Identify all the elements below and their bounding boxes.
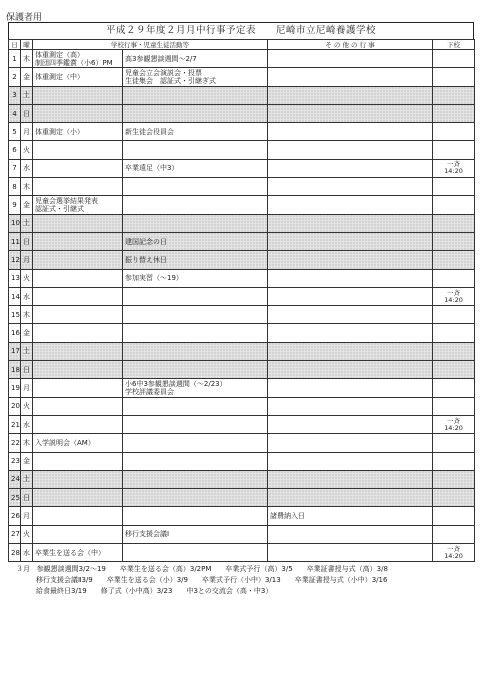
dismissal-cell: 一斉 14:20 [433,159,475,177]
school-event-cell-2: 振り替え休日 [123,251,268,269]
dismissal-cell [433,361,475,379]
school-event-cell-2 [123,544,268,562]
table-row [9,470,475,488]
weekday-cell: 土 [21,470,33,488]
table-row [9,397,475,415]
footer-line-3: 給食最終日3/19 修了式（小中高）3/23 中3との交流会（高・中3） [36,587,273,596]
day-cell: 4 [9,104,21,122]
other-event-cell [268,86,433,104]
school-event-cell-2 [123,324,268,342]
weekday-cell: 木 [21,434,33,452]
day-cell: 22 [9,434,21,452]
weekday-cell: 日 [21,361,33,379]
school-event-cell [33,342,123,360]
school-event-cell [33,415,123,433]
dismissal-cell [433,452,475,470]
school-event-cell [33,397,123,415]
other-event-cell [268,342,433,360]
table-row [9,544,475,562]
school-event-cell [33,269,123,287]
day-cell: 7 [9,159,21,177]
table-row [9,50,475,68]
dismissal-cell [433,104,475,122]
other-event-cell [268,196,433,214]
school-event-cell-2 [123,196,268,214]
table-row [9,342,475,360]
other-event-cell [268,123,433,141]
school-event-cell [33,379,123,397]
day-cell: 11 [9,232,21,250]
weekday-cell: 月 [21,123,33,141]
day-cell: 18 [9,361,21,379]
school-event-cell [33,214,123,232]
header-dismissal: 下校 [433,40,475,50]
dismissal-cell [433,178,475,196]
weekday-cell: 土 [21,214,33,232]
other-event-cell [268,214,433,232]
other-event-cell [268,141,433,159]
other-event-cell [268,544,433,562]
dismissal-cell [433,214,475,232]
other-event-cell [268,287,433,305]
other-event-cell [268,452,433,470]
school-event-cell-2 [123,214,268,232]
dismissal-cell [433,470,475,488]
other-event-cell [268,397,433,415]
dismissal-cell: 一斉 14:20 [433,415,475,433]
other-event-cell [268,159,433,177]
weekday-cell: 水 [21,415,33,433]
school-event-cell-2 [123,287,268,305]
school-event-cell-2: 建国記念の日 [123,232,268,250]
day-cell: 25 [9,489,21,507]
table-row [9,306,475,324]
day-cell: 10 [9,214,21,232]
weekday-cell: 金 [21,324,33,342]
school-event-cell-2 [123,104,268,122]
school-event-cell-2 [123,489,268,507]
dismissal-cell: 一斉 14:20 [433,287,475,305]
header-school-events: 学校行事・児童生徒活動等 [33,40,268,50]
day-cell: 12 [9,251,21,269]
school-event-cell [33,141,123,159]
dismissal-cell [433,232,475,250]
school-event-cell-2 [123,397,268,415]
school-event-cell: 体重測定（中） [33,68,123,86]
day-cell: 28 [9,544,21,562]
school-event-cell-2 [123,306,268,324]
dismissal-cell: 一斉 14:20 [433,544,475,562]
day-cell: 27 [9,525,21,543]
weekday-cell: 火 [21,141,33,159]
footer-month: ３月 [16,565,30,574]
weekday-cell: 火 [21,269,33,287]
school-event-cell-2: 卒業遠足（中3） [123,159,268,177]
weekday-cell: 土 [21,86,33,104]
schedule-sheet [8,22,474,597]
table-row [9,214,475,232]
school-event-cell-2: 移行支援会議Ⅰ [123,525,268,543]
table-row [9,361,475,379]
weekday-cell: 金 [21,452,33,470]
weekday-cell: 月 [21,251,33,269]
dismissal-cell [433,489,475,507]
table-row [9,196,475,214]
dismissal-cell [433,269,475,287]
day-cell: 21 [9,415,21,433]
table-row [9,489,475,507]
weekday-cell: 火 [21,397,33,415]
day-cell: 3 [9,86,21,104]
table-row [9,68,475,86]
day-cell: 19 [9,379,21,397]
day-cell: 5 [9,123,21,141]
top-label: 保護者用 [6,13,43,23]
table-row [9,251,475,269]
day-cell: 26 [9,507,21,525]
header-dow: 曜 [21,40,33,50]
other-event-cell: 諸費納入日 [268,507,433,525]
day-cell: 15 [9,306,21,324]
dismissal-cell [433,434,475,452]
other-event-cell [268,104,433,122]
other-event-cell [268,379,433,397]
other-event-cell [268,269,433,287]
weekday-cell: 月 [21,379,33,397]
table-row [9,178,475,196]
weekday-cell: 月 [21,507,33,525]
other-event-cell [268,50,433,68]
table-row [9,507,475,525]
schedule-rows [9,50,475,562]
other-event-cell [268,434,433,452]
table-row [9,415,475,433]
table-row [9,434,475,452]
other-event-cell [268,525,433,543]
school-event-cell: 卒業生を送る会（中） [33,544,123,562]
school-event-cell-2 [123,507,268,525]
day-cell: 24 [9,470,21,488]
table-row [9,287,475,305]
dismissal-cell [433,141,475,159]
weekday-cell: 日 [21,232,33,250]
school-event-cell [33,306,123,324]
school-event-cell-2 [123,415,268,433]
table-row [9,232,475,250]
weekday-cell: 水 [21,544,33,562]
dismissal-cell [433,507,475,525]
dismissal-cell [433,324,475,342]
dismissal-cell [433,196,475,214]
school-event-cell [33,178,123,196]
weekday-cell: 木 [21,306,33,324]
school-event-cell-2: 新生徒会役員会 [123,123,268,141]
day-cell: 1 [9,50,21,68]
school-event-cell-2: 児童会立会演説会・投票 生徒集会 認証式・引継ぎ式 [123,68,268,86]
other-event-cell [268,470,433,488]
school-event-cell-2: 小6中3参観懇談週間（～2/23） 学校評議委員会 [123,379,268,397]
other-event-cell [268,324,433,342]
footer-line-2: 移行支援会議Ⅱ3/9 卒業生を送る会（小）3/9 卒業式予行（小中）3/13 卒業証書授与式（小中）3/16 [36,576,388,585]
header-other-events: そ の 他 の 行 事 [268,40,433,50]
other-event-cell [268,306,433,324]
school-event-cell [33,86,123,104]
school-event-cell-2 [123,86,268,104]
school-event-cell [33,489,123,507]
dismissal-cell [433,251,475,269]
day-cell: 13 [9,269,21,287]
table-row [9,452,475,470]
dismissal-cell [433,123,475,141]
weekday-cell: 水 [21,159,33,177]
school-event-cell-2 [123,452,268,470]
school-event-cell [33,104,123,122]
school-event-cell-2 [123,434,268,452]
dismissal-cell [433,525,475,543]
other-event-cell [268,178,433,196]
school-event-cell [33,470,123,488]
school-event-cell [33,232,123,250]
dismissal-cell [433,379,475,397]
footer-line-1-text: 参観懇談週間3/2～19 卒業生を送る会（高）3/2PM 卒業式予行（高）3/5 卒業証書授与式（高）3/8 [36,565,388,574]
weekday-cell: 木 [21,50,33,68]
weekday-cell: 金 [21,196,33,214]
table-row [9,269,475,287]
weekday-cell: 日 [21,104,33,122]
table-row [9,324,475,342]
school-event-cell [33,287,123,305]
weekday-cell: 土 [21,342,33,360]
weekday-cell: 金 [21,68,33,86]
march-events-footer [8,562,474,597]
day-cell: 6 [9,141,21,159]
school-event-cell [33,159,123,177]
school-event-cell [33,452,123,470]
table-row [9,104,475,122]
school-event-cell: 入学説明会（AM） [33,434,123,452]
school-event-cell-2: 参加実習（～19） [123,269,268,287]
table-row [9,123,475,141]
dismissal-cell [433,86,475,104]
school-event-cell-2 [123,361,268,379]
table-row [9,141,475,159]
day-cell: 9 [9,196,21,214]
weekday-cell: 火 [21,525,33,543]
school-event-cell [33,251,123,269]
other-event-cell [268,232,433,250]
weekday-cell: 日 [21,489,33,507]
school-event-cell: 体重測定（小） [33,123,123,141]
school-event-cell-2 [123,141,268,159]
day-cell: 14 [9,287,21,305]
school-event-cell [33,324,123,342]
weekday-cell: 水 [21,287,33,305]
school-event-cell [33,507,123,525]
dismissal-cell [433,397,475,415]
school-event-cell-2 [123,178,268,196]
day-cell: 8 [9,178,21,196]
day-cell: 16 [9,324,21,342]
day-cell: 2 [9,68,21,86]
table-row [9,86,475,104]
day-cell: 23 [9,452,21,470]
other-event-cell [268,251,433,269]
dismissal-cell [433,68,475,86]
school-event-cell [33,361,123,379]
school-event-cell: 児童会選挙結果発表 認証式・引継式 [33,196,123,214]
school-event-cell-2 [123,342,268,360]
dismissal-cell [433,342,475,360]
school-event-cell-2 [123,470,268,488]
footer-line-1 [16,564,474,575]
other-event-cell [268,489,433,507]
header-day: 日 [9,40,21,50]
school-event-cell-2: 高3参観懇談週間～2/7 [123,50,268,68]
day-cell: 17 [9,342,21,360]
table-row [9,525,475,543]
weekday-cell: 木 [21,178,33,196]
other-event-cell [268,68,433,86]
school-event-cell [33,525,123,543]
school-event-cell: 体重測定（高） 制団四季鑑賞（小6）PM [33,50,123,68]
table-row [9,379,475,397]
dismissal-cell [433,50,475,68]
other-event-cell [268,361,433,379]
dismissal-cell [433,306,475,324]
page-title: 平成２９年度２月月中行事予定表 尼崎市立尼崎養護学校 [8,22,474,39]
day-cell: 20 [9,397,21,415]
schedule-table [8,39,475,562]
other-event-cell [268,415,433,433]
table-header-row [9,40,475,50]
table-row [9,159,475,177]
